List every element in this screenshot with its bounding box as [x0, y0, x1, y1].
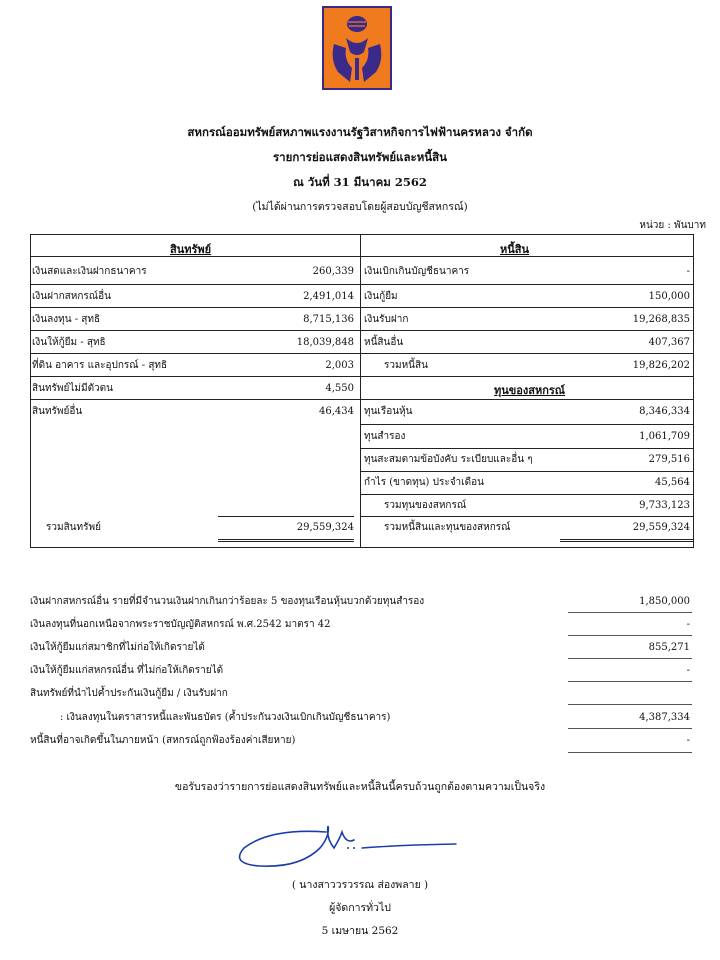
equity-total-value: 9,733,123 — [639, 500, 690, 511]
row-rule — [361, 494, 694, 495]
asset-label: เงินสดและเงินฝากธนาคาร — [32, 266, 147, 277]
liability-value: - — [686, 266, 690, 277]
org-name: สหกรณ์ออมทรัพย์สหภาพแรงงานรัฐวิสาหกิจการไฟฟ้านครหลวง จำกัด — [187, 125, 533, 139]
row-rule — [30, 307, 360, 308]
cooperative-logo — [322, 6, 392, 90]
assets-total-label: รวมสินทรัพย์ — [46, 522, 101, 533]
asset-label: ที่ดิน อาคาร และอุปกรณ์ - สุทธิ — [32, 360, 168, 371]
row-rule — [30, 376, 360, 377]
liability-label: เงินรับฝาก — [364, 314, 409, 325]
asset-label: เงินฝากสหกรณ์อื่น — [32, 291, 111, 302]
note-value: 4,387,334 — [639, 712, 690, 723]
note-rule — [568, 728, 692, 729]
note-label: เงินฝากสหกรณ์อื่น รายที่มีจำนวนเงินฝากเกินกว่าร้อยละ 5 ของทุนเรือนหุ้นบวกด้วยทุนสำรอง — [30, 596, 425, 607]
assets-heading-rule — [30, 256, 360, 257]
asset-value: 2,491,014 — [303, 291, 354, 302]
equity-value: 45,564 — [655, 477, 690, 488]
certification-text: ขอรับรองว่ารายการย่อแสดงสินทรัพย์และหนี้สินนี้ครบถ้วนถูกต้องตามความเป็นจริง — [174, 781, 546, 793]
liability-label: เงินกู้ยืม — [364, 291, 398, 302]
liability-label: หนี้สินอื่น — [364, 337, 404, 348]
assets-total-rule — [218, 516, 354, 517]
equity-label: กำไร (ขาดทุน) ประจำเดือน — [364, 477, 484, 488]
asset-value: 18,039,848 — [296, 337, 354, 348]
signature-image — [230, 818, 470, 878]
row-rule — [361, 471, 694, 472]
note-label: : เงินลงทุนในตราสารหนี้และพันธบัตร (ค้ำประกันวงเงินเบิกเกินบัญชีธนาคาร) — [60, 712, 391, 723]
note-value: - — [686, 619, 690, 630]
row-rule — [361, 376, 694, 377]
asset-value: 4,550 — [325, 383, 354, 394]
assets-double-rule — [218, 539, 354, 542]
note-label: เงินลงทุนที่นอกเหนือจากพระราชบัญญัติสหกรณ์ พ.ศ.2542 มาตรา 42 — [30, 619, 331, 630]
report-title: รายการย่อแสดงสินทรัพย์และหนี้สิน — [272, 150, 448, 164]
equity-heading: ทุนของสหกรณ์ — [494, 384, 566, 397]
grand-total-label: รวมหนี้สินและทุนของสหกรณ์ — [384, 522, 511, 533]
equity-value: 8,346,334 — [639, 406, 690, 417]
asset-value: 260,339 — [312, 266, 354, 277]
row-rule — [30, 399, 360, 400]
note-rule — [568, 704, 692, 705]
note-value: 855,271 — [648, 642, 690, 653]
note-rule — [568, 681, 692, 682]
column-divider — [360, 234, 361, 548]
asset-label: สินทรัพย์ไม่มีตัวตน — [32, 383, 114, 394]
asset-label: เงินให้กู้ยืม - สุทธิ — [32, 337, 106, 348]
audit-note: (ไม่ได้ผ่านการตรวจสอบโดยผู้สอบบัญชีสหกรณ์) — [252, 201, 468, 213]
row-rule — [30, 353, 360, 354]
note-value: - — [686, 735, 690, 746]
note-value: 1,850,000 — [639, 596, 690, 607]
liabilities-total-label: รวมหนี้สิน — [384, 360, 428, 371]
liability-label: เงินเบิกเกินบัญชีธนาคาร — [364, 266, 470, 277]
note-label: หนี้สินที่อาจเกิดขึ้นในภายหน้า (สหกรณ์ถูกฟ้องร้องค่าเสียหาย) — [30, 735, 296, 746]
asset-value: 2,003 — [325, 360, 354, 371]
equity-label: ทุนสำรอง — [364, 431, 406, 442]
row-rule — [361, 448, 694, 449]
equity-value: 279,516 — [648, 454, 690, 465]
row-rule — [361, 307, 694, 308]
row-rule — [361, 353, 694, 354]
row-rule — [361, 399, 694, 400]
liabilities-total-value: 19,826,202 — [632, 360, 690, 371]
asset-label: สินทรัพย์อื่น — [32, 406, 83, 417]
assets-total-value: 29,559,324 — [296, 522, 354, 533]
equity-total-label: รวมทุนของสหกรณ์ — [384, 500, 467, 511]
liabilities-heading-rule — [361, 256, 694, 257]
grand-total-rule — [361, 516, 694, 517]
assets-heading: สินทรัพย์ — [170, 243, 212, 256]
liability-value: 19,268,835 — [632, 314, 690, 325]
report-date: ณ วันที่ 31 มีนาคม 2562 — [293, 175, 427, 189]
liability-value: 407,367 — [648, 337, 690, 348]
row-rule — [30, 330, 360, 331]
note-rule — [568, 635, 692, 636]
signatory-position: ผู้จัดการทั่วไป — [329, 902, 391, 914]
signature-date: 5 เมษายน 2562 — [321, 925, 399, 937]
equity-label: ทุนเรือนหุ้น — [364, 406, 413, 417]
row-rule — [361, 284, 694, 285]
note-rule — [568, 658, 692, 659]
note-rule — [568, 612, 692, 613]
note-label: สินทรัพย์ที่นำไปค้ำประกันเงินกู้ยืม / เงินรับฝาก — [30, 688, 228, 699]
unit-label: หน่วย : พันบาท — [639, 220, 706, 231]
equity-value: 1,061,709 — [639, 431, 690, 442]
grand-total-value: 29,559,324 — [632, 522, 690, 533]
grand-double-rule — [560, 539, 694, 542]
row-rule — [361, 424, 694, 425]
liability-value: 150,000 — [648, 291, 690, 302]
note-label: เงินให้กู้ยืมแก่สมาชิกที่ไม่ก่อให้เกิดรายได้ — [30, 642, 205, 653]
note-value: - — [686, 665, 690, 676]
signatory-name: ( นางสาววรวรรณ ส่องพลาย ) — [291, 879, 429, 891]
asset-value: 8,715,136 — [303, 314, 354, 325]
liabilities-heading: หนี้สิน — [500, 243, 530, 256]
row-rule — [361, 330, 694, 331]
asset-label: เงินลงทุน - สุทธิ — [32, 314, 101, 325]
note-label: เงินให้กู้ยืมแก่สหกรณ์อื่น ที่ไม่ก่อให้เกิดรายได้ — [30, 665, 224, 676]
equity-label: ทุนสะสมตามข้อบังคับ ระเบียบและอื่น ๆ — [364, 454, 533, 465]
asset-value: 46,434 — [319, 406, 354, 417]
note-rule — [568, 752, 692, 753]
logo-hands-icon — [324, 8, 390, 88]
row-rule — [30, 284, 360, 285]
